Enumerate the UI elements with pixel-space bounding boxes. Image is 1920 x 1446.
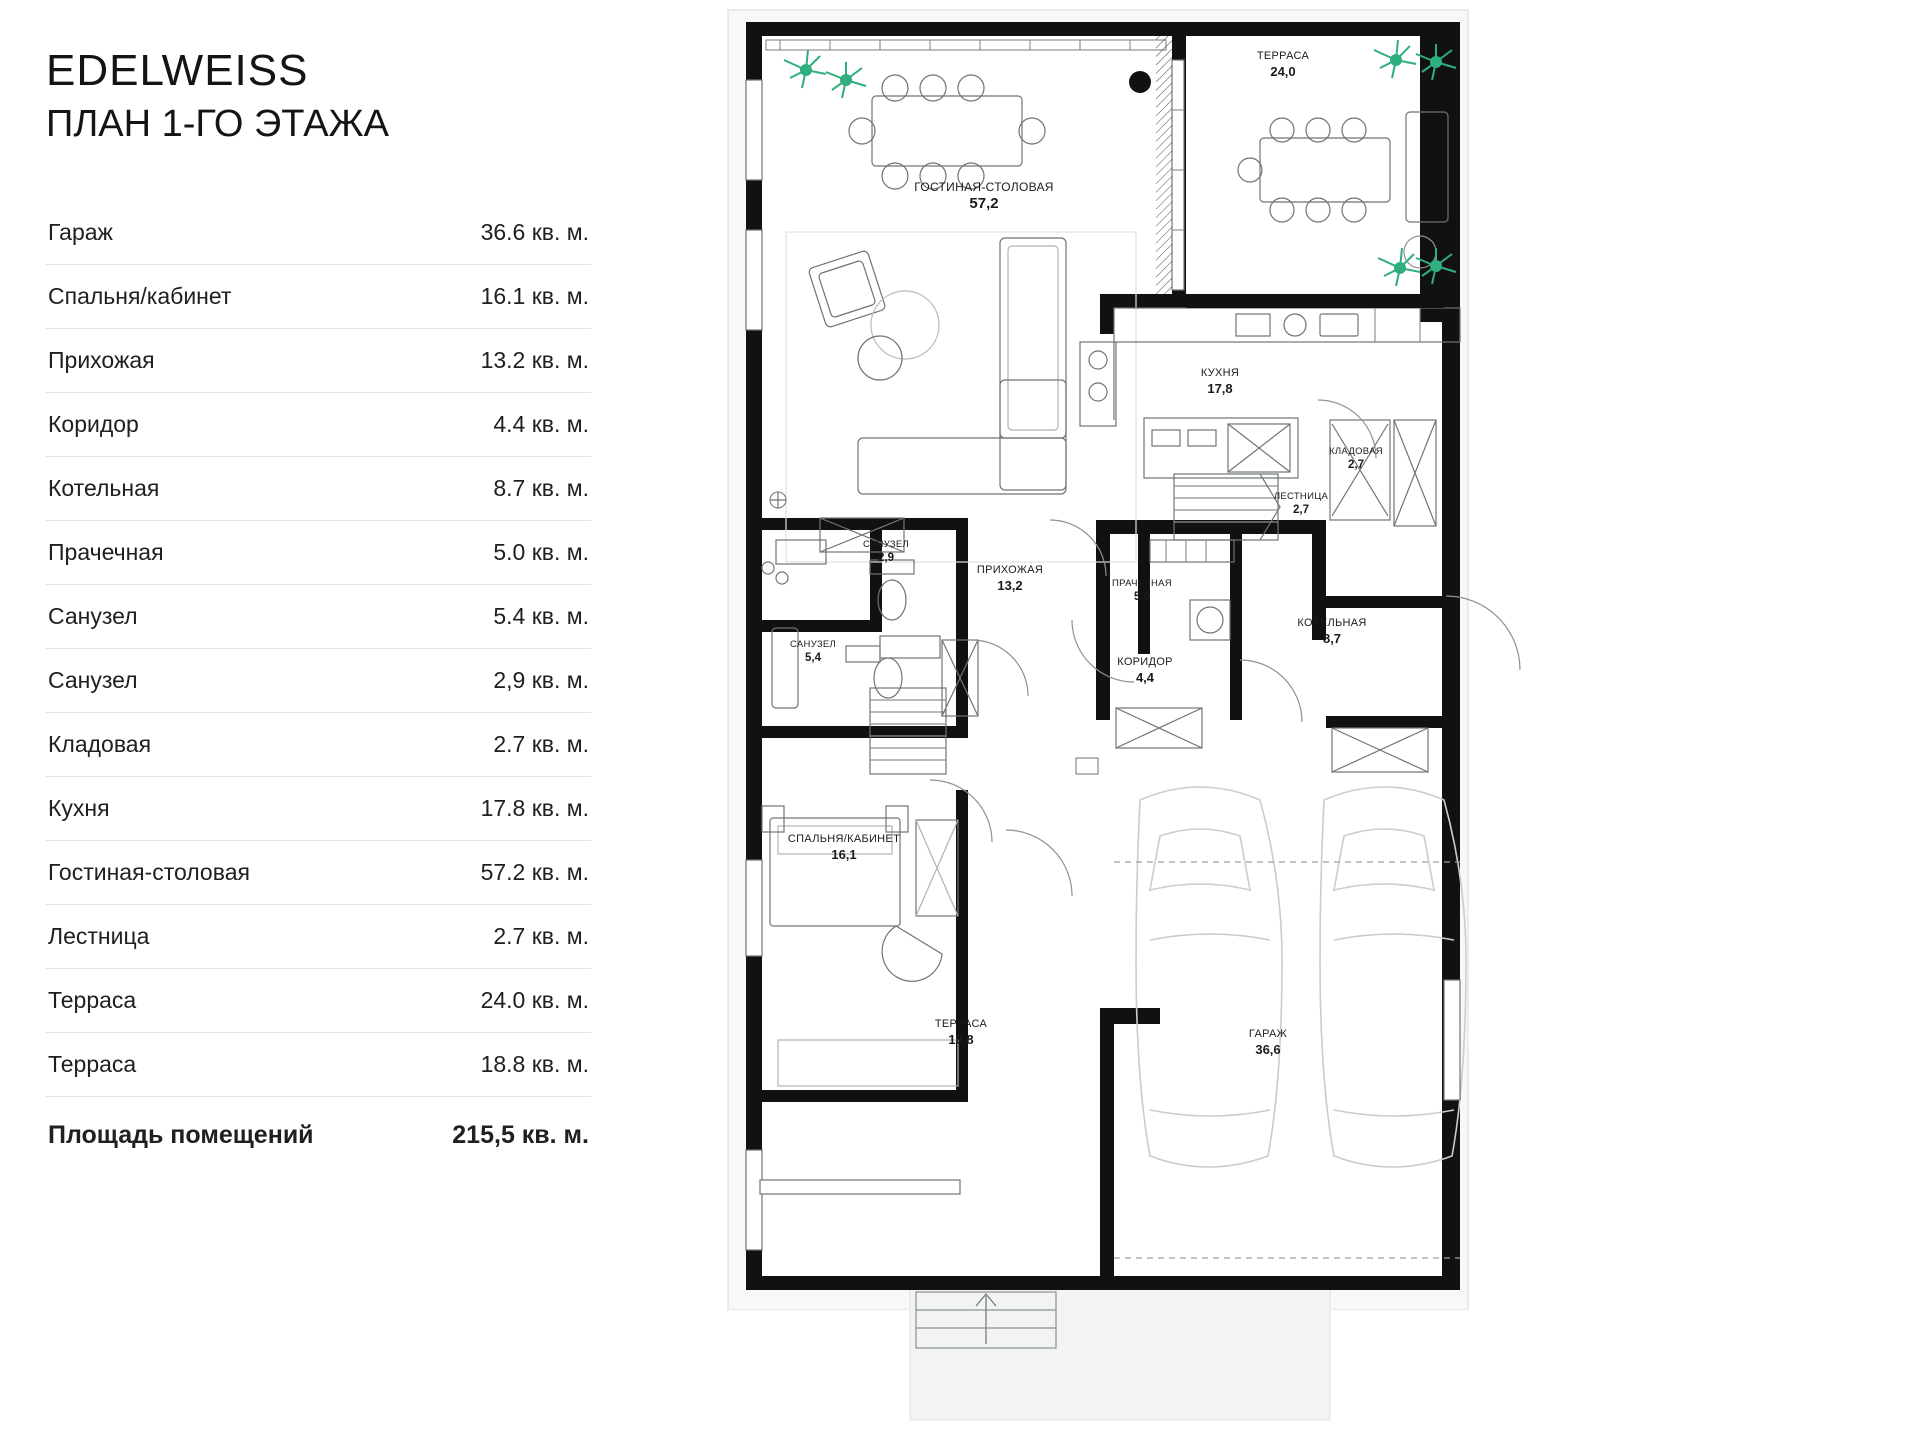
room-label-name: ТЕРРАСА bbox=[1256, 50, 1310, 62]
room-label-area: 36,6 bbox=[1255, 1041, 1281, 1057]
room-area-table-body bbox=[46, 200, 591, 1166]
room-name: Гостиная-столовая bbox=[46, 840, 404, 904]
room-label-name: КОТЕЛЬНАЯ bbox=[1297, 617, 1367, 629]
room-label-area: 57,2 bbox=[969, 195, 999, 212]
room-area: 5.4 кв. м. bbox=[404, 584, 591, 648]
table-row bbox=[46, 456, 591, 520]
room-name: Кухня bbox=[46, 776, 404, 840]
room-label-name: КУХНЯ bbox=[1200, 367, 1240, 379]
room-area: 18.8 кв. м. bbox=[404, 1032, 591, 1096]
room-name: Кладовая bbox=[46, 712, 404, 776]
room-name: Гараж bbox=[46, 200, 404, 264]
room-label-area: 4,4 bbox=[1135, 669, 1155, 685]
room-area: 17.8 кв. м. bbox=[404, 776, 591, 840]
room-label-name: СПАЛЬНЯ/КАБИНЕТ bbox=[787, 833, 901, 845]
room-area: 24.0 кв. м. bbox=[404, 968, 591, 1032]
room-name: Котельная bbox=[46, 456, 404, 520]
room-name: Терраса bbox=[46, 1032, 404, 1096]
room-area: 2.7 кв. м. bbox=[404, 904, 591, 968]
room-label-area: 2,7 bbox=[1293, 503, 1309, 516]
room-label-name: КОРИДОР bbox=[1117, 656, 1173, 668]
room-label-area: 17,8 bbox=[1207, 380, 1233, 396]
room-label-area: 18,8 bbox=[948, 1031, 974, 1047]
table-row bbox=[46, 200, 591, 264]
room-label-area: 5,0 bbox=[1133, 590, 1150, 603]
page-title: ПЛАН 1-ГО ЭТАЖА bbox=[46, 102, 389, 145]
room-label-name: ПРИХОЖАЯ bbox=[976, 564, 1044, 576]
total-row bbox=[46, 1096, 591, 1166]
room-label-name: ПРАЧЕЧНАЯ bbox=[1112, 578, 1172, 589]
table-row bbox=[46, 520, 591, 584]
room-label-area: 5,4 bbox=[805, 651, 821, 664]
room-label-area: 16,1 bbox=[831, 846, 857, 862]
room-label-area: 24,0 bbox=[1270, 63, 1296, 79]
table-row bbox=[46, 648, 591, 712]
room-label-area: 8,7 bbox=[1322, 630, 1342, 646]
table-row bbox=[46, 840, 591, 904]
room-label-name: САНУЗЕЛ bbox=[789, 639, 837, 650]
room-area: 16.1 кв. м. bbox=[404, 264, 591, 328]
room-area: 2.7 кв. м. bbox=[404, 712, 591, 776]
room-name: Прихожая bbox=[46, 328, 404, 392]
total-area: 215,5 кв. м. bbox=[452, 1121, 589, 1150]
floor-plan-drawing bbox=[720, 0, 1920, 1446]
room-label-name: САНУЗЕЛ bbox=[862, 539, 910, 550]
table-row bbox=[46, 776, 591, 840]
room-label-area: 13,2 bbox=[997, 577, 1023, 593]
room-name: Спальня/кабинет bbox=[46, 264, 404, 328]
room-area: 36.6 кв. м. bbox=[404, 200, 591, 264]
brand-title: EDELWEISS bbox=[46, 46, 309, 95]
table-row bbox=[46, 264, 591, 328]
table-row bbox=[46, 584, 591, 648]
room-name: Терраса bbox=[46, 968, 404, 1032]
room-name: Санузел bbox=[46, 584, 404, 648]
room-name: Коридор bbox=[46, 392, 404, 456]
table-row bbox=[46, 392, 591, 456]
room-area: 2,9 кв. м. bbox=[404, 648, 591, 712]
table-row bbox=[46, 904, 591, 968]
room-area: 4.4 кв. м. bbox=[404, 392, 591, 456]
table-row bbox=[46, 328, 591, 392]
room-area: 5.0 кв. м. bbox=[404, 520, 591, 584]
room-label-name: КЛАДОВАЯ bbox=[1329, 446, 1383, 457]
room-label-name: ЛЕСТНИЦА bbox=[1273, 491, 1329, 502]
legend-panel bbox=[0, 0, 720, 1446]
floor-plan-svg bbox=[720, 0, 1920, 1446]
room-label-area: 2,7 bbox=[1348, 458, 1364, 471]
room-area: 57.2 кв. м. bbox=[404, 840, 591, 904]
total-label: Площадь помещений bbox=[48, 1121, 314, 1150]
room-name: Лестница bbox=[46, 904, 404, 968]
table-row bbox=[46, 968, 591, 1032]
room-label-name: ГАРАЖ bbox=[1248, 1028, 1288, 1040]
room-label-area: 2,9 bbox=[878, 551, 894, 564]
room-label-name: ГОСТИНАЯ-СТОЛОВАЯ bbox=[914, 180, 1054, 194]
table-row bbox=[46, 1032, 591, 1096]
room-area: 13.2 кв. м. bbox=[404, 328, 591, 392]
room-area: 8.7 кв. м. bbox=[404, 456, 591, 520]
room-name: Прачечная bbox=[46, 520, 404, 584]
table-row bbox=[46, 712, 591, 776]
room-area-table bbox=[46, 200, 591, 1166]
room-label-name: ТЕРРАСА bbox=[934, 1018, 988, 1030]
room-name: Санузел bbox=[46, 648, 404, 712]
